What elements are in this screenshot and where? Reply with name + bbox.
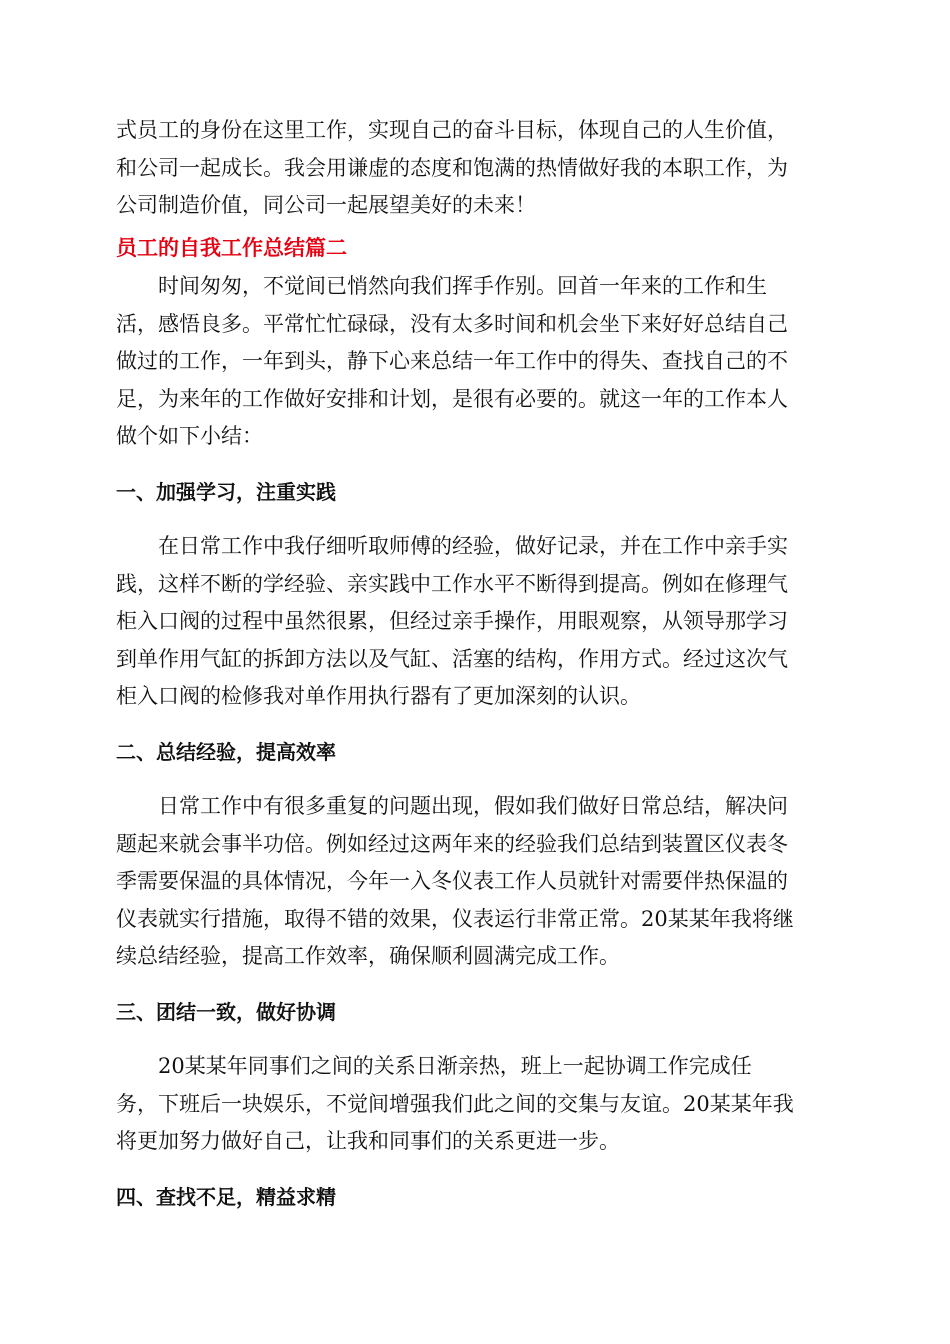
paragraph-line: 践，这样不断的学经验、亲实践中工作水平不断得到提高。例如在修理气 bbox=[116, 571, 788, 596]
paragraph-line: 时间匆匆，不觉间已悄然向我们挥手作别。回首一年来的工作和生 bbox=[158, 274, 767, 298]
paragraph-line: 柜入口阀的过程中虽然很累，但经过亲手操作，用眼观察，从领导那学习 bbox=[116, 609, 788, 633]
paragraph-line: 20某某年同事们之间的关系日渐亲热，班上一起协调工作完成任 bbox=[158, 1054, 752, 1078]
paragraph-line: 式员工的身份在这里工作，实现自己的奋斗目标，体现自己的人生价值， bbox=[116, 118, 788, 142]
section-heading-3: 三、团结一致，做好协调 bbox=[116, 999, 336, 1024]
paragraph-line: 到单作用气缸的拆卸方法以及气缸、活塞的结构，作用方式。经过这次气 bbox=[116, 646, 788, 671]
section-paragraph-1 bbox=[116, 528, 836, 716]
paragraph-line: 公司制造价值，同公司一起展望美好的未来！ bbox=[116, 193, 536, 217]
paragraph-line: 做个如下小结： bbox=[116, 424, 263, 448]
paragraph-line: 仪表就实行措施，取得不错的效果，仪表运行非常正常。20某某年我将继 bbox=[116, 906, 794, 931]
paragraph-line: 日常工作中有很多重复的问题出现，假如我们做好日常总结，解决问 bbox=[158, 794, 788, 818]
opening-paragraph bbox=[116, 268, 836, 456]
document-title: 员工的自我工作总结篇二 bbox=[116, 235, 347, 260]
document-page bbox=[116, 112, 836, 1233]
section-paragraph-3 bbox=[116, 1048, 836, 1161]
paragraph-line: 务，下班后一块娱乐，不觉间增强我们此之间的交集与友谊。20某某年我 bbox=[116, 1091, 794, 1116]
intro-paragraph bbox=[116, 112, 836, 225]
paragraph-line: 续总结经验，提高工作效率，确保顺利圆满完成工作。 bbox=[116, 944, 620, 968]
paragraph-line: 足，为来年的工作做好安排和计划，是很有必要的。就这一年的工作本人 bbox=[116, 386, 788, 411]
section-heading-2: 二、总结经验，提高效率 bbox=[116, 739, 336, 764]
paragraph-line: 季需要保温的具体情况，今年一入冬仪表工作人员就针对需要伴热保温的 bbox=[116, 869, 788, 893]
section-heading-4: 四、查找不足，精益求精 bbox=[116, 1184, 336, 1209]
section-heading-1: 一、加强学习，注重实践 bbox=[116, 479, 336, 504]
paragraph-line: 将更加努力做好自己，让我和同事们的关系更进一步。 bbox=[116, 1129, 620, 1153]
paragraph-line: 题起来就会事半功倍。例如经过这两年来的经验我们总结到装置区仪表冬 bbox=[116, 831, 788, 856]
paragraph-line: 和公司一起成长。我会用谦虚的态度和饱满的热情做好我的本职工作，为 bbox=[116, 155, 788, 180]
paragraph-line: 在日常工作中我仔细听取师傅的经验，做好记录，并在工作中亲手实 bbox=[158, 534, 788, 558]
paragraph-line: 柜入口阀的检修我对单作用执行器有了更加深刻的认识。 bbox=[116, 684, 641, 708]
paragraph-line: 做过的工作，一年到头，静下心来总结一年工作中的得失、查找自己的不 bbox=[116, 349, 788, 373]
paragraph-line: 活，感悟良多。平常忙忙碌碌，没有太多时间和机会坐下来好好总结自己 bbox=[116, 311, 788, 336]
section-paragraph-2 bbox=[116, 788, 836, 976]
